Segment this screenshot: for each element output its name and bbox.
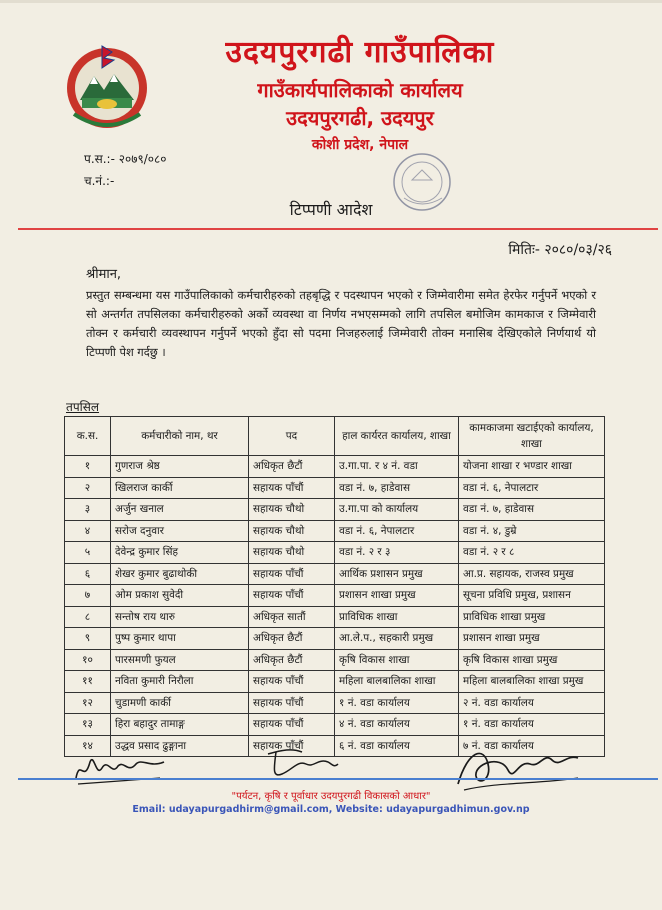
cell-post: सहायक चौथो: [249, 499, 335, 521]
cell-employee-name: चुडामणी कार्की: [111, 692, 249, 714]
cell-serial: ८: [65, 606, 111, 628]
cell-post: अधिकृत छैटौं: [249, 628, 335, 650]
cell-serial: ९: [65, 628, 111, 650]
reference-number: प.स.:- २०७९/०८०: [84, 152, 167, 166]
cell-employee-name: पुष्प कुमार थापा: [111, 628, 249, 650]
cell-assigned-office: प्रशासन शाखा प्रमुख: [459, 628, 605, 650]
office-name: गाउँकार्यपालिकाको कार्यालय: [257, 78, 463, 102]
cell-assigned-office: ७ नं. वडा कार्यालय: [459, 735, 605, 757]
cell-serial: ११: [65, 671, 111, 693]
cell-post: अधिकृत छैटौं: [249, 456, 335, 478]
cell-current-office: १ नं. वडा कार्यालय: [335, 692, 459, 714]
cell-current-office: आ.ले.प., सहकारी प्रमुख: [335, 628, 459, 650]
table-row: [65, 499, 605, 521]
province-name: कोशी प्रदेश, नेपाल: [311, 137, 409, 153]
cell-employee-name: देवेन्द्र कुमार सिंह: [111, 542, 249, 564]
salutation: श्रीमान,: [86, 267, 122, 282]
cell-serial: २: [65, 477, 111, 499]
municipality-title: उदयपुरगढी गाउँपालिका: [225, 35, 495, 70]
table-row: [65, 520, 605, 542]
cell-post: सहायक पाँचौं: [249, 477, 335, 499]
cell-serial: ४: [65, 520, 111, 542]
cell-assigned-office: वडा नं. २ र ८: [459, 542, 605, 564]
cell-post: सहायक पाँचौं: [249, 671, 335, 693]
document-title: टिप्पणी आदेश: [289, 200, 373, 219]
cell-employee-name: गुणराज श्रेष्ठ: [111, 456, 249, 478]
footer-motto: "पर्यटन, कृषि र पूर्वाधार उदयपुरगढी विकासको आधार": [231, 791, 431, 802]
cell-post: सहायक चौथो: [249, 542, 335, 564]
header-divider: [18, 228, 658, 230]
cell-employee-name: उद्धव प्रसाद ढुङ्गाना: [111, 735, 249, 757]
header-current-office: हाल कार्यरत कार्यालय, शाखा: [335, 417, 459, 456]
header-employee-name: कर्मचारीको नाम, थर: [111, 417, 249, 456]
page-edge: [0, 0, 662, 3]
cell-serial: १: [65, 456, 111, 478]
cell-employee-name: शेखर कुमार बुढाथोकी: [111, 563, 249, 585]
table-row: [65, 692, 605, 714]
table-row: [65, 606, 605, 628]
table-row: [65, 477, 605, 499]
table-row: [65, 456, 605, 478]
cell-current-office: महिला बालबालिका शाखा: [335, 671, 459, 693]
cell-post: सहायक पाँचौं: [249, 714, 335, 736]
cell-employee-name: हिरा बहादुर तामाङ्ग: [111, 714, 249, 736]
cell-post: अधिकृत छैटौं: [249, 649, 335, 671]
table-row: [65, 714, 605, 736]
cell-serial: १३: [65, 714, 111, 736]
cell-employee-name: खिलराज कार्की: [111, 477, 249, 499]
table-row: [65, 563, 605, 585]
cell-serial: ३: [65, 499, 111, 521]
cell-employee-name: सन्तोष राय थारु: [111, 606, 249, 628]
cell-post: सहायक चौथो: [249, 520, 335, 542]
cell-serial: १०: [65, 649, 111, 671]
cell-assigned-office: वडा नं. ६, नेपालटार: [459, 477, 605, 499]
cell-serial: १४: [65, 735, 111, 757]
table-row: [65, 649, 605, 671]
body-paragraph: प्रस्तुत सम्बन्धमा यस गाउँपालिकाको कर्मचारीहरुको तहबृद्धि र पदस्थापन भएको र जिम्मेवारीमा समेत हेरफेर गर्नुपर्ने भएको र सो अन्तर्गत तपसिलका कर्मचारीहरुको अर्को व्यवस्था वा निर्णय नभएसम्मको लागि तपसिल बमोजिम कामकाज र जिम्मेवारी तोक्न र कर्मचारी व्यवस्थापन गर्नुपर्ने भएको हुँदा सो पदमा निजहरुलाई जिम्मेवारी तोक्न मनासिब देखिएकोले निर्णयार्थ यो टिप्पणी पेश गर्दछु ।: [86, 288, 596, 359]
cell-employee-name: अर्जुन खनाल: [111, 499, 249, 521]
cell-assigned-office: १ नं. वडा कार्यालय: [459, 714, 605, 736]
signature-middle: [262, 744, 342, 788]
table-row: [65, 671, 605, 693]
cell-current-office: ६ नं. वडा कार्यालय: [335, 735, 459, 757]
cell-current-office: वडा नं. ६, नेपालटार: [335, 520, 459, 542]
table-label: तपसिल: [66, 400, 100, 414]
cell-assigned-office: वडा नं. ७, हाडेवास: [459, 499, 605, 521]
cell-employee-name: पारसमणी फुयल: [111, 649, 249, 671]
cell-assigned-office: वडा नं. ४, डुम्रे: [459, 520, 605, 542]
nepal-emblem-logo: [62, 40, 152, 132]
document-date: मितिः- २०८०/०३/२६: [508, 242, 612, 258]
cell-assigned-office: कृषि विकास शाखा प्रमुख: [459, 649, 605, 671]
cell-employee-name: नविता कुमारी निरौला: [111, 671, 249, 693]
cell-assigned-office: २ नं. वडा कार्यालय: [459, 692, 605, 714]
cell-serial: ७: [65, 585, 111, 607]
office-location: उदयपुरगढी, उदयपुर: [286, 106, 434, 130]
table-header-row: [65, 417, 605, 456]
footer-divider: [18, 778, 658, 780]
cell-assigned-office: योजना शाखा र भण्डार शाखा: [459, 456, 605, 478]
table-row: [65, 542, 605, 564]
cell-post: सहायक पाँचौं: [249, 585, 335, 607]
cell-current-office: आर्थिक प्रशासन प्रमुख: [335, 563, 459, 585]
signature-left: [70, 748, 170, 790]
cell-assigned-office: प्राविधिक शाखा प्रमुख: [459, 606, 605, 628]
cell-assigned-office: सूचना प्रविधि प्रमुख, प्रशासन: [459, 585, 605, 607]
header-assigned-office: कामकाजमा खटाईएको कार्यालय, शाखा: [459, 417, 605, 456]
cell-serial: ५: [65, 542, 111, 564]
cell-current-office: वडा नं. २ र ३: [335, 542, 459, 564]
cell-serial: १२: [65, 692, 111, 714]
header-serial: क.स.: [65, 417, 111, 456]
cell-current-office: प्रशासन शाखा प्रमुख: [335, 585, 459, 607]
dispatch-number: च.नं.:-: [84, 174, 115, 188]
staff-assignment-table: [64, 416, 605, 757]
table-row: [65, 628, 605, 650]
cell-post: सहायक पाँचौं: [249, 563, 335, 585]
cell-employee-name: ओम प्रकाश सुवेदी: [111, 585, 249, 607]
table-row: [65, 585, 605, 607]
cell-current-office: ४ नं. वडा कार्यालय: [335, 714, 459, 736]
cell-current-office: वडा नं. ७, हाडेवास: [335, 477, 459, 499]
cell-post: सहायक पाँचौं: [249, 735, 335, 757]
cell-assigned-office: आ.प्र. सहायक, राजस्व प्रमुख: [459, 563, 605, 585]
cell-current-office: उ.गा.पा. र ४ नं. वडा: [335, 456, 459, 478]
header-post: पद: [249, 417, 335, 456]
cell-post: सहायक पाँचौं: [249, 692, 335, 714]
cell-assigned-office: महिला बालबालिका शाखा प्रमुख: [459, 671, 605, 693]
cell-serial: ६: [65, 563, 111, 585]
cell-employee-name: सरोज दनुवार: [111, 520, 249, 542]
cell-current-office: उ.गा.पा को कार्यालय: [335, 499, 459, 521]
cell-current-office: प्राविधिक शाखा: [335, 606, 459, 628]
footer-contact: Email: udayapurgadhirm@gmail.com, Website: udayapurgadhimun.gov.np: [132, 804, 530, 815]
cell-current-office: कृषि विकास शाखा: [335, 649, 459, 671]
cell-post: अधिकृत सातौं: [249, 606, 335, 628]
